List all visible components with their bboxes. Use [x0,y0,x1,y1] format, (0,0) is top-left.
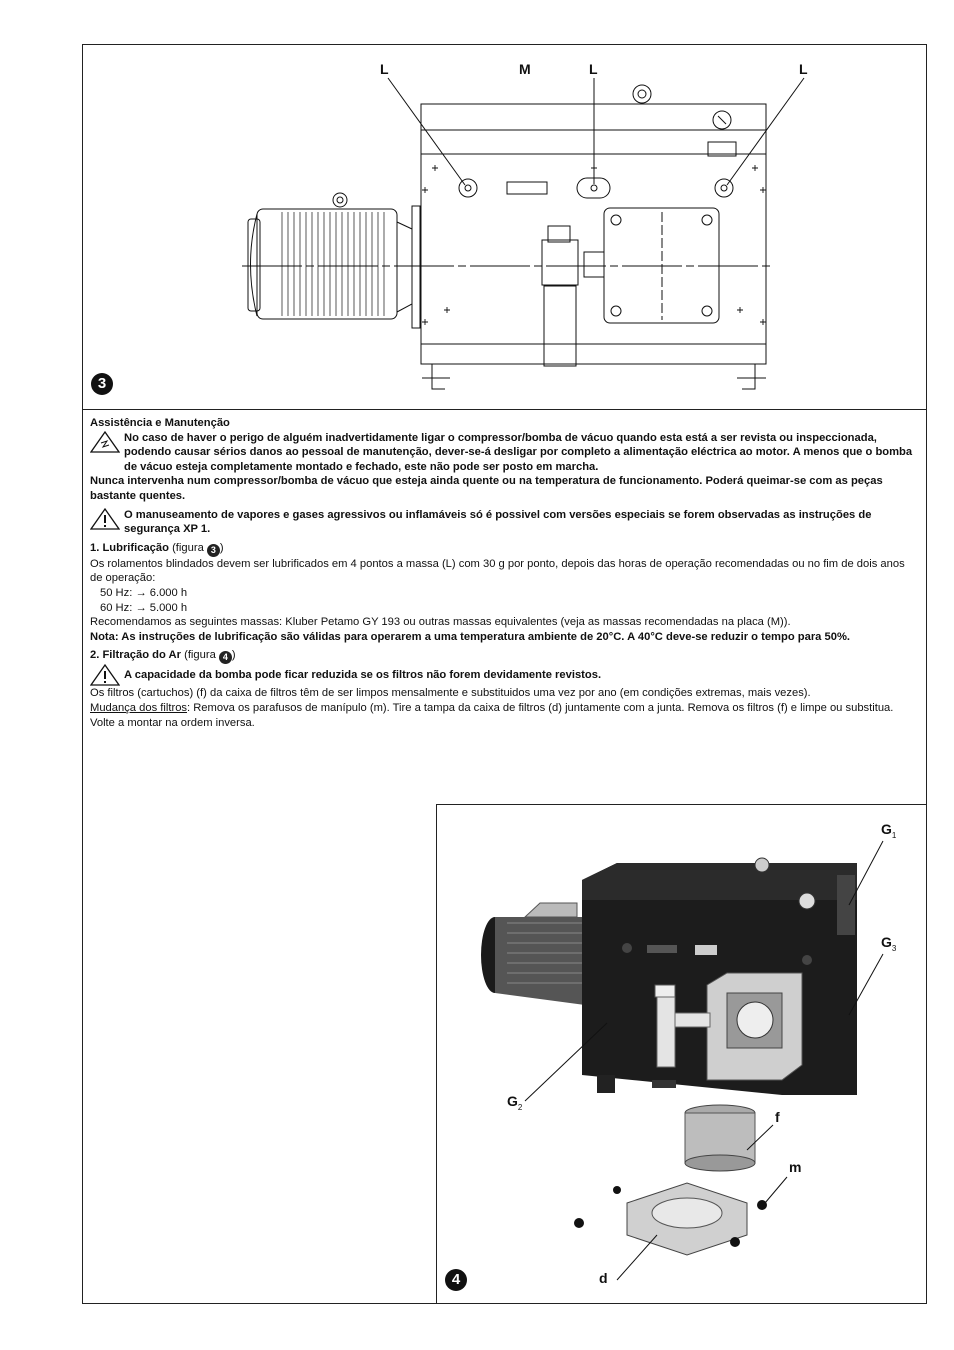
filter-change-label: Mudança dos filtros [90,701,188,714]
maintenance-text [90,416,918,730]
caution-warning-icon [90,508,120,530]
filtration-ref-prefix: (figura [184,649,216,662]
lubrication-ref-suffix: ) [219,541,224,554]
pump-technical-drawing [82,44,927,410]
lubrication-heading-line [90,541,918,557]
lubrication-note: Nota: As instruções de lubrificação são válidas para operarem a uma temperatura ambiente de 20°C. A 40°C deve-se reduzir o tempo para 50%. [90,630,851,643]
figure-ref-4: 4 [219,651,232,664]
lubrication-body: Os rolamentos blindados devem ser lubrificados em 4 pontos a massa (L) com 30 g por ponto, depois das horas de operação recomendadas ou no fim de dois anos de operação: [90,557,905,585]
warning-1-text: No caso de haver o perigo de alguém inadvertidamente ligar o compressor/bomba de vácuo quando esta está a ser revista ou inspeccionada, podendo causar sérios danos ao pessoal de manutenção, dever-se-á desligar por completo a alimentação eléctrica ao motor. A menos que o bomba de vácuo esteja completamente montado e fechado, este não pode ser posto em marcha. [124,431,913,473]
figure-ref-3: 3 [207,544,220,557]
figure-4-number: 4 [445,1269,467,1291]
warning-block-3 [90,664,918,686]
section-title: Assistência e Manutenção [90,417,230,429]
grease-point-label-2: L [589,61,598,77]
filtration-warning: A capacidade da bomba pode ficar reduzida se os filtros não forem devidamente revistos. [124,669,602,682]
grease-recommendation: Recomendamos as seguintes massas: Kluber Petamo GY 193 ou outras massas equivalentes (veja as massas recomendadas na placa (M)). [90,616,791,629]
figure-3-number: 3 [91,373,113,395]
caution-warning-icon [90,664,120,686]
pump-photo-illustration [437,805,928,1305]
interval-60hz: 60 Hz: → 5.000 h [100,601,188,614]
warning-block-1 [90,431,918,475]
filtration-ref-suffix: ) [231,649,236,662]
filter-change-body: : Remova os parafusos de manípulo (m). Tire a tampa da caixa de filtros (d) juntamente com a junta. Remova os filtros (f) e limpe ou substitua. Volte a montar na ordem inversa. [90,701,894,729]
filtration-heading: 2. Filtração do Ar [90,649,181,662]
figure-4 [436,804,927,1304]
knob-label-m: m [789,1159,802,1175]
g1-label: $G_1$ [881,821,897,840]
warning-block-2 [90,508,918,537]
electric-hazard-warning-icon [90,431,120,453]
lubrication-heading: 1. Lubrificação [90,541,169,554]
interval-50hz: 50 Hz: → 6.000 h [100,586,188,599]
g2-label: $G_2$ [507,1093,523,1112]
grease-point-label-3: L [799,61,808,77]
filter-change-line [90,701,918,730]
filtration-heading-line [90,648,918,664]
lubrication-ref-prefix: (figura [172,541,204,554]
label-plate-label: M [519,61,531,77]
filter-label-f: f [775,1109,780,1125]
cover-label-d: d [599,1270,608,1286]
filtration-body: Os filtros (cartuchos) (f) da caixa de filtros têm de ser limpos mensalmente e substituidos uma vez por ano (em condições extremas, mais vezes). [90,687,811,700]
grease-point-label-1: L [380,61,389,77]
figure-3 [82,44,927,410]
warning-1b-text: Nunca intervenha num compressor/bomba de vácuo que esteja ainda quente ou na temperatura de funcionamento. Poderá queimar-se com as peças bastante quentes. [90,475,883,502]
g3-label: $G_3$ [881,934,897,953]
warning-2-text: O manuseamento de vapores e gases agressivos ou inflamáveis só é possivel com versões especiais se forem observadas as instruções de segurança XP 1. [124,508,872,536]
